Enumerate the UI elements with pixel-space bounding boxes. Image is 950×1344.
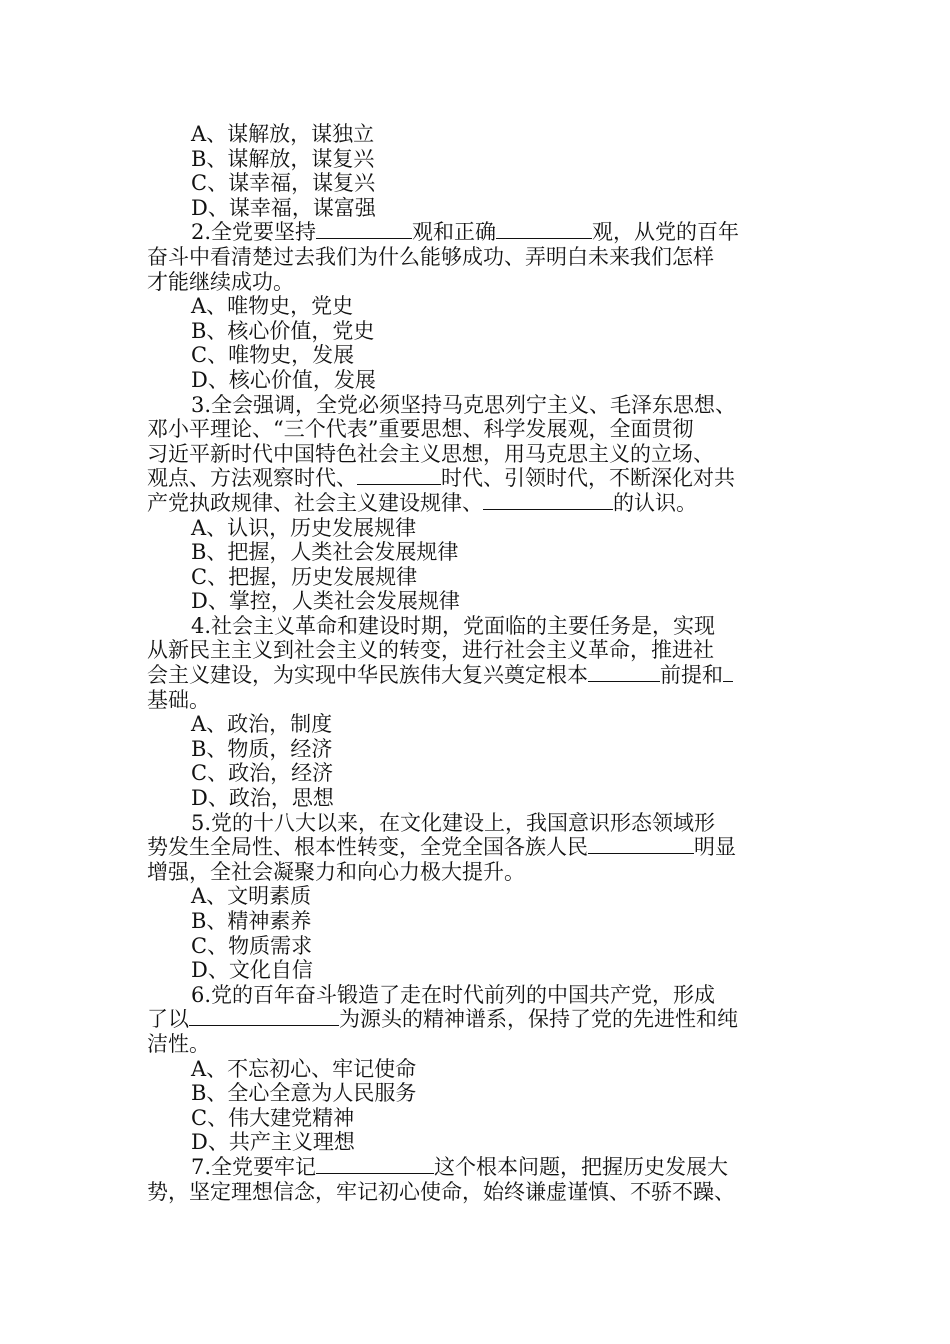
q1-option-c: C、谋幸福，谋复兴 — [191, 171, 376, 196]
q6-option-c: C、伟大建党精神 — [191, 1105, 355, 1130]
q7-text: 这个根本问题，把握历史发展大 — [434, 1154, 729, 1179]
quiz-content — [147, 122, 807, 1204]
answer-blank — [316, 220, 412, 239]
q6-text: 了以 — [147, 1007, 189, 1032]
q3-line-3: 习近平新时代中国特色社会主义思想，用马克思主义的立场、 — [147, 441, 714, 466]
q2-text: 观，从党的百年 — [592, 220, 740, 245]
q6-option-b: B、全心全意为人民服务 — [191, 1081, 417, 1106]
answer-blank — [496, 220, 592, 239]
q3-line-4 — [147, 466, 807, 491]
q3-option-d: D、掌控，人类社会发展规律 — [191, 589, 460, 614]
q5-line-2 — [147, 835, 807, 860]
q7-line-1 — [147, 1155, 807, 1180]
q7-line-2: 势，坚定理想信念，牢记初心使命，始终谦虚谨慎、不骄不躁、 — [147, 1179, 735, 1204]
q6-line-3: 洁性。 — [147, 1031, 210, 1056]
q3-text: 观点、方法观察时代、 — [147, 466, 357, 491]
q4-line-4: 基础。 — [147, 687, 210, 712]
answer-blank — [316, 1155, 434, 1174]
answer-blank — [723, 663, 733, 682]
q3-option-b: B、把握，人类社会发展规律 — [191, 540, 459, 565]
answer-blank — [189, 1007, 339, 1026]
q5-option-b: B、精神素养 — [191, 909, 312, 933]
q6-line-1: 6.党的百年奋斗锻造了走在时代前列的中国共产党，形成 — [191, 982, 716, 1007]
q2-option-d: D、核心价值，发展 — [191, 367, 376, 392]
q5-text: 势发生全局性、根本性转变，全党全国各族人民 — [147, 835, 588, 860]
q2-text: 观和正确 — [412, 220, 497, 245]
answer-blank — [588, 663, 660, 682]
q2-text: 2.全党要坚持 — [191, 220, 317, 245]
q2-option-c: C、唯物史，发展 — [191, 343, 355, 368]
q3-line-5 — [147, 491, 807, 516]
q7-text: 7.全党要牢记 — [191, 1154, 317, 1179]
q4-option-a: A、政治，制度 — [191, 712, 333, 737]
q3-option-c: C、把握，历史发展规律 — [191, 564, 418, 589]
q4-line-3 — [147, 663, 807, 688]
q3-text: 时代、引领时代，不断深化对共 — [441, 466, 735, 491]
q3-text: 产党执政规律、社会主义建设规律、 — [147, 490, 483, 515]
q4-option-d: D、政治，思想 — [191, 786, 334, 811]
q4-text: 前提和 — [660, 663, 723, 688]
q5-option-d: D、文化自信 — [191, 958, 313, 983]
q2-option-b: B、核心价值，党史 — [191, 318, 375, 343]
q6-line-2 — [147, 1007, 807, 1032]
answer-blank — [588, 835, 694, 854]
q4-option-c: C、政治，经济 — [191, 761, 334, 786]
q2-line-1 — [147, 220, 807, 245]
q5-line-1: 5.党的十八大以来，在文化建设上，我国意识形态领域形 — [191, 810, 716, 835]
q4-text: 会主义建设，为实现中华民族伟大复兴奠定根本 — [147, 663, 588, 688]
q2-option-a: A、唯物史，党史 — [191, 294, 354, 319]
q3-option-a: A、认识，历史发展规律 — [191, 515, 417, 540]
q1-option-a: A、谋解放，谋独立 — [191, 122, 375, 146]
q6-option-d: D、共产主义理想 — [191, 1130, 355, 1155]
q5-option-c: C、物质需求 — [191, 933, 313, 958]
q4-line-1: 4.社会主义革命和建设时期，党面临的主要任务是，实现 — [191, 613, 716, 638]
q4-line-2: 从新民主主义到社会主义的转变，进行社会主义革命，推进社 — [147, 638, 714, 663]
q3-line-1: 3.全会强调，全党必须坚持马克思列宁主义、毛泽东思想、 — [191, 392, 737, 417]
q2-line-3: 才能继续成功。 — [147, 269, 294, 294]
answer-blank — [483, 491, 613, 510]
answer-blank — [357, 466, 441, 485]
q5-line-3: 增强，全社会凝聚力和向心力极大提升。 — [147, 859, 525, 884]
q3-text: 的认识。 — [613, 490, 697, 515]
q2-line-2: 奋斗中看清楚过去我们为什么能够成功、弄明白未来我们怎样 — [147, 244, 714, 269]
q3-line-2: 邓小平理论、“三个代表”重要思想、科学发展观，全面贯彻 — [147, 417, 694, 442]
q1-option-b: B、谋解放，谋复兴 — [191, 146, 375, 171]
q4-option-b: B、物质，经济 — [191, 736, 333, 761]
q6-option-a: A、不忘初心、牢记使命 — [191, 1056, 417, 1081]
q5-option-a: A、文明素质 — [191, 884, 312, 909]
q5-text: 明显 — [694, 835, 736, 860]
q6-text: 为源头的精神谱系，保持了党的先进性和纯 — [339, 1007, 738, 1032]
q1-option-d: D、谋幸福，谋富强 — [191, 195, 376, 220]
